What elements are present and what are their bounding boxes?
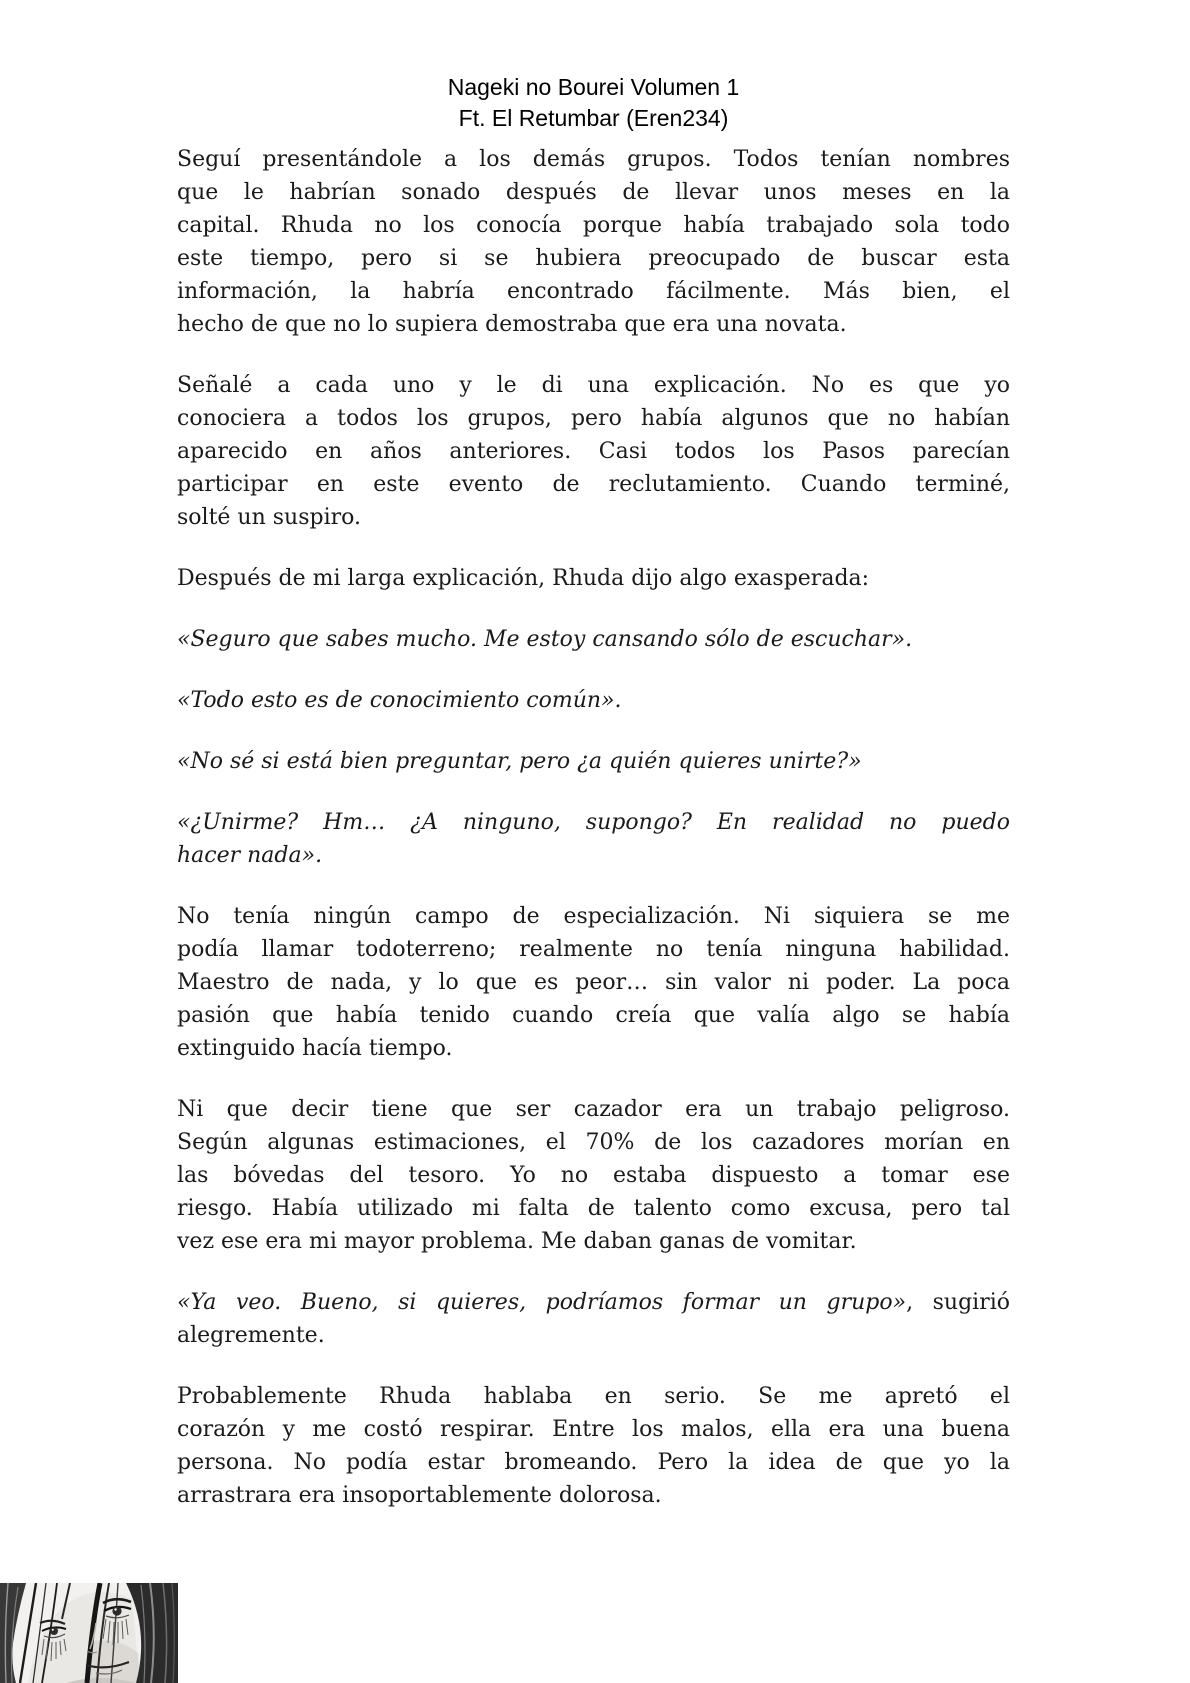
text-line: conociera a todos los grupos, pero había algunos que no habían [177, 406, 1010, 431]
text-line: podía llamar todoterreno; realmente no tenía ninguna habilidad. [177, 937, 1010, 962]
text-line: Después de mi larga explicación, Rhuda dijo algo exasperada: [177, 566, 870, 591]
paragraph [177, 562, 1010, 595]
paragraph [177, 745, 1010, 778]
text-line: Ni que decir tiene que ser cazador era un trabajo peligroso. [177, 1097, 1010, 1122]
text-line: Señalé a cada uno y le di una explicación. No es que yo [177, 373, 1010, 398]
paragraph [177, 806, 1010, 872]
text-line: Según algunas estimaciones, el 70% de los cazadores morían en [177, 1130, 1010, 1155]
text-line: «No sé si está bien preguntar, pero ¿a quién quieres unirte?» [177, 749, 862, 774]
text-line: «Todo esto es de conocimiento común». [177, 688, 622, 713]
document-title [177, 72, 1010, 134]
title-line-1: Nageki no Bourei Volumen 1 [447, 74, 740, 100]
text-line: este tiempo, pero si se hubiera preocupado de buscar esta [177, 246, 1010, 271]
title-line-2: Ft. El Retumbar (Eren234) [458, 105, 729, 131]
text-line: Seguí presentándole a los demás grupos. Todos tenían nombres [177, 147, 1010, 172]
paragraph [177, 1380, 1010, 1512]
paragraph [177, 623, 1010, 656]
text-line: Probablemente Rhuda hablaba en serio. Se me apretó el [177, 1384, 1010, 1409]
text-line: aparecido en años anteriores. Casi todos los Pasos parecían [177, 439, 1010, 464]
paragraph [177, 1093, 1010, 1258]
paragraph [177, 143, 1010, 341]
text-line: pasión que había tenido cuando creía que valía algo se había [177, 1003, 1010, 1028]
page-content [177, 72, 1010, 1512]
manga-face-drawing [0, 1583, 178, 1683]
text-line: No tenía ningún campo de especialización. Ni siquiera se me [177, 904, 1010, 929]
text-line: las bóvedas del tesoro. Yo no estaba dispuesto a tomar ese [177, 1163, 1010, 1188]
text-line: solté un suspiro. [177, 505, 361, 530]
document-body [177, 143, 1010, 1512]
text-line: alegremente. [177, 1323, 325, 1348]
manga-face-illustration [0, 1583, 178, 1683]
text-line: «¿Unirme? Hm… ¿A ninguno, supongo? En realidad no puedo [177, 810, 1010, 835]
text-line: información, la habría encontrado fácilmente. Más bien, el [177, 279, 1010, 304]
paragraph [177, 900, 1010, 1065]
text-line: vez ese era mi mayor problema. Me daban ganas de vomitar. [177, 1229, 857, 1254]
text-line: «Seguro que sabes mucho. Me estoy cansando sólo de escuchar». [177, 627, 913, 652]
text-line: hacer nada». [177, 843, 323, 868]
text-line: persona. No podía estar bromeando. Pero la idea de que yo la [177, 1450, 1010, 1475]
text-line: extinguido hacía tiempo. [177, 1036, 453, 1061]
text-line: que le habrían sonado después de llevar unos meses en la [177, 180, 1010, 205]
text-line: arrastrara era insoportablemente dolorosa. [177, 1483, 662, 1508]
paragraph [177, 1286, 1010, 1352]
paragraph [177, 684, 1010, 717]
text-line: hecho de que no lo supiera demostraba que era una novata. [177, 312, 847, 337]
paragraph [177, 369, 1010, 534]
text-line: participar en este evento de reclutamiento. Cuando terminé, [177, 472, 1010, 497]
text-line: capital. Rhuda no los conocía porque había trabajado sola todo [177, 213, 1010, 238]
text-line: Maestro de nada, y lo que es peor… sin valor ni poder. La poca [177, 970, 1010, 995]
text-line: corazón y me costó respirar. Entre los malos, ella era una buena [177, 1417, 1010, 1442]
text-line: riesgo. Había utilizado mi falta de talento como excusa, pero tal [177, 1196, 1010, 1221]
text-segment: , sugirió [906, 1290, 1010, 1315]
text-line [177, 1286, 1010, 1319]
text-segment: «Ya veo. Bueno, si quieres, podríamos formar un grupo» [177, 1290, 907, 1315]
